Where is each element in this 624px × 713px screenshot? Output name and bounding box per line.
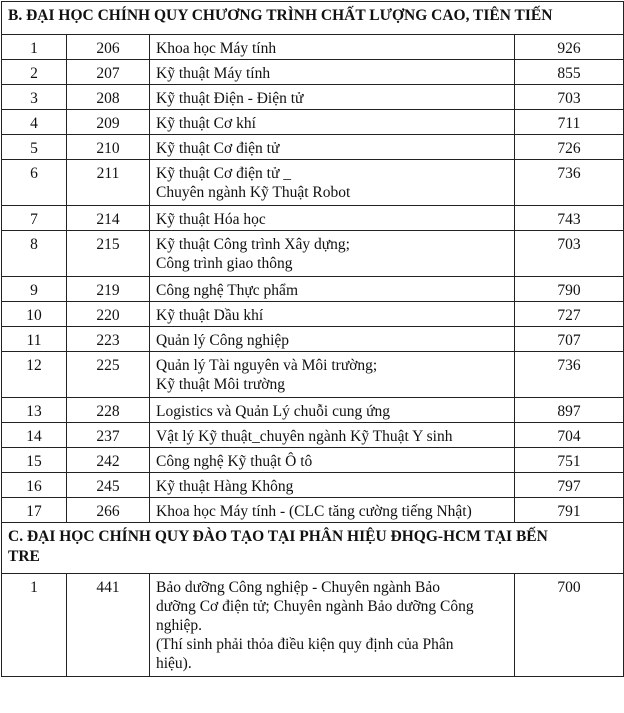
row-major-line: nghiệp. bbox=[156, 617, 203, 634]
row-major: Kỹ thuật Hóa học bbox=[150, 206, 515, 231]
row-stt: 7 bbox=[2, 206, 67, 231]
row-score: 703 bbox=[515, 231, 624, 277]
row-score: 791 bbox=[515, 498, 624, 523]
row-stt: 10 bbox=[2, 302, 67, 327]
row-score: 703 bbox=[515, 85, 624, 110]
section-c-title bbox=[2, 523, 624, 574]
row-code: 225 bbox=[67, 352, 150, 398]
row-score: 897 bbox=[515, 398, 624, 423]
row-major: Khoa học Máy tính bbox=[150, 35, 515, 60]
table-row bbox=[2, 110, 624, 135]
table-row bbox=[2, 231, 624, 277]
row-major-line: Quản lý Tài nguyên và Môi trường; bbox=[156, 357, 378, 374]
row-score: 790 bbox=[515, 277, 624, 302]
row-score: 926 bbox=[515, 35, 624, 60]
row-stt: 14 bbox=[2, 423, 67, 448]
row-code: 214 bbox=[67, 206, 150, 231]
table-row bbox=[2, 302, 624, 327]
row-score: 727 bbox=[515, 302, 624, 327]
row-code: 223 bbox=[67, 327, 150, 352]
row-major-line: dưỡng Cơ điện tử; Chuyên ngành Bảo dưỡng Công bbox=[156, 598, 474, 615]
row-stt: 12 bbox=[2, 352, 67, 398]
row-score: 736 bbox=[515, 160, 624, 206]
row-code: 266 bbox=[67, 498, 150, 523]
row-code: 209 bbox=[67, 110, 150, 135]
table-row bbox=[2, 160, 624, 206]
row-major bbox=[150, 160, 515, 206]
row-score: 743 bbox=[515, 206, 624, 231]
row-code: 245 bbox=[67, 473, 150, 498]
row-major: Công nghệ Thực phẩm bbox=[150, 277, 515, 302]
admission-score-table bbox=[1, 1, 624, 677]
table-row bbox=[2, 277, 624, 302]
table-row bbox=[2, 352, 624, 398]
table-row bbox=[2, 206, 624, 231]
row-stt: 4 bbox=[2, 110, 67, 135]
row-major: Quản lý Công nghiệp bbox=[150, 327, 515, 352]
row-score: 855 bbox=[515, 60, 624, 85]
table-row bbox=[2, 423, 624, 448]
row-code: 208 bbox=[67, 85, 150, 110]
row-code: 210 bbox=[67, 135, 150, 160]
row-major: Công nghệ Kỹ thuật Ô tô bbox=[150, 448, 515, 473]
row-code: 237 bbox=[67, 423, 150, 448]
table-row bbox=[2, 85, 624, 110]
row-major-line: Kỹ thuật Môi trường bbox=[156, 376, 285, 393]
row-score: 736 bbox=[515, 352, 624, 398]
table-row bbox=[2, 327, 624, 352]
row-major: Kỹ thuật Hàng Không bbox=[150, 473, 515, 498]
section-c-header bbox=[2, 523, 624, 574]
row-stt: 11 bbox=[2, 327, 67, 352]
row-stt: 9 bbox=[2, 277, 67, 302]
table-row bbox=[2, 473, 624, 498]
row-code: 441 bbox=[67, 574, 150, 677]
row-major: Vật lý Kỹ thuật_chuyên ngành Kỹ Thuật Y sinh bbox=[150, 423, 515, 448]
section-b-header bbox=[2, 2, 624, 35]
row-stt: 5 bbox=[2, 135, 67, 160]
section-b-title: B. ĐẠI HỌC CHÍNH QUY CHƯƠNG TRÌNH CHẤT LƯỢNG CAO, TIÊN TIẾN bbox=[2, 2, 624, 35]
row-score: 751 bbox=[515, 448, 624, 473]
row-stt: 15 bbox=[2, 448, 67, 473]
table-row bbox=[2, 35, 624, 60]
row-major: Kỹ thuật Cơ điện tử bbox=[150, 135, 515, 160]
row-major-line: Công trình giao thông bbox=[156, 255, 293, 272]
row-major-line: Kỹ thuật Công trình Xây dựng; bbox=[156, 236, 350, 253]
row-score: 726 bbox=[515, 135, 624, 160]
table-row bbox=[2, 60, 624, 85]
row-major-line: Chuyên ngành Kỹ Thuật Robot bbox=[156, 184, 351, 201]
row-code: 219 bbox=[67, 277, 150, 302]
row-code: 215 bbox=[67, 231, 150, 277]
row-stt: 17 bbox=[2, 498, 67, 523]
table-row bbox=[2, 448, 624, 473]
section-c-title-line: TRE bbox=[8, 548, 40, 565]
row-code: 228 bbox=[67, 398, 150, 423]
row-major-line: hiệu). bbox=[156, 655, 192, 672]
row-code: 206 bbox=[67, 35, 150, 60]
row-stt: 6 bbox=[2, 160, 67, 206]
row-score: 700 bbox=[515, 574, 624, 677]
row-score: 797 bbox=[515, 473, 624, 498]
row-score: 711 bbox=[515, 110, 624, 135]
table-row bbox=[2, 574, 624, 677]
row-code: 207 bbox=[67, 60, 150, 85]
row-major: Khoa học Máy tính - (CLC tăng cường tiếng Nhật) bbox=[150, 498, 515, 523]
row-major-line: (Thí sinh phải thỏa điều kiện quy định của Phân bbox=[156, 636, 454, 653]
row-major: Logistics và Quản Lý chuỗi cung ứng bbox=[150, 398, 515, 423]
row-stt: 2 bbox=[2, 60, 67, 85]
row-stt: 8 bbox=[2, 231, 67, 277]
row-stt: 1 bbox=[2, 35, 67, 60]
row-major: Kỹ thuật Cơ khí bbox=[150, 110, 515, 135]
row-code: 242 bbox=[67, 448, 150, 473]
table-row bbox=[2, 398, 624, 423]
row-major-line: Kỹ thuật Cơ điện tử _ bbox=[156, 165, 291, 182]
row-major bbox=[150, 574, 515, 677]
row-major: Kỹ thuật Máy tính bbox=[150, 60, 515, 85]
row-stt: 16 bbox=[2, 473, 67, 498]
row-major-line: Bảo dưỡng Công nghiệp - Chuyên ngành Bảo bbox=[156, 579, 440, 596]
row-score: 707 bbox=[515, 327, 624, 352]
row-major bbox=[150, 352, 515, 398]
row-stt: 13 bbox=[2, 398, 67, 423]
table-row bbox=[2, 498, 624, 523]
row-code: 211 bbox=[67, 160, 150, 206]
table-row bbox=[2, 135, 624, 160]
section-c-title-line: C. ĐẠI HỌC CHÍNH QUY ĐÀO TẠO TẠI PHÂN HIỆU ĐHQG-HCM TẠI BẾN bbox=[8, 528, 548, 545]
row-score: 704 bbox=[515, 423, 624, 448]
row-major: Kỹ thuật Dầu khí bbox=[150, 302, 515, 327]
row-code: 220 bbox=[67, 302, 150, 327]
row-major: Kỹ thuật Điện - Điện tử bbox=[150, 85, 515, 110]
row-stt: 1 bbox=[2, 574, 67, 677]
row-major bbox=[150, 231, 515, 277]
row-stt: 3 bbox=[2, 85, 67, 110]
